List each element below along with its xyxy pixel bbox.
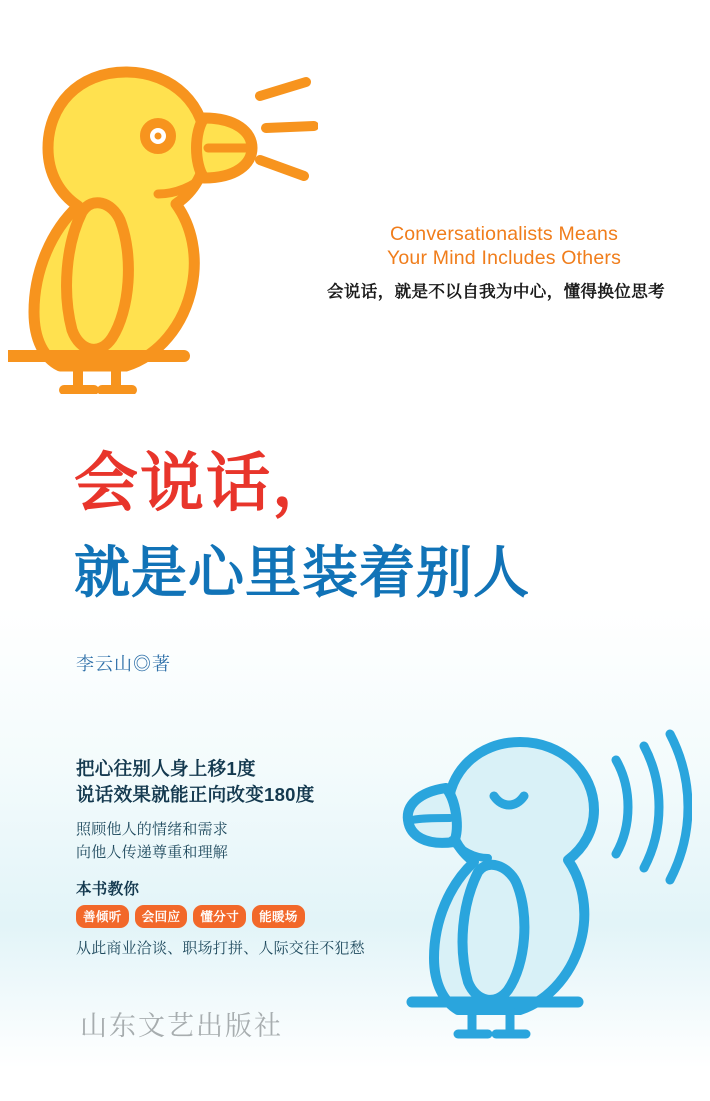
- blurb-tag: 懂分寸: [193, 905, 246, 928]
- page-title-line-2: 就是心里装着别人: [74, 541, 530, 604]
- blurb-block: [76, 756, 406, 958]
- parrot-blue-illustration: [392, 726, 692, 1056]
- blurb-lead: 本书教你: [76, 881, 140, 898]
- blurb-tag: 能暖场: [252, 905, 305, 928]
- page-title-line-1: 会说话，: [74, 447, 338, 519]
- author-name: 李云山◎著: [76, 654, 171, 674]
- parrot-yellow-illustration: [8, 44, 318, 394]
- blurb-tag: 善倾听: [76, 905, 129, 928]
- blurb-strong-line-1: 把心往别人身上移1度: [76, 758, 256, 779]
- blurb-plain-line-1: 照顾他人的情绪和需求: [76, 821, 229, 838]
- english-subtitle-line-2: Your Mind Includes Others: [386, 247, 622, 269]
- chinese-subtitle: 会说话，就是不以自我为中心，懂得换位思考: [327, 283, 665, 301]
- blurb-tag-row: [76, 905, 406, 928]
- blurb-strong-line-2: 说话效果就能正向改变180度: [76, 784, 315, 805]
- english-subtitle: [318, 222, 690, 270]
- english-subtitle-line-1: Conversationalists Means: [389, 223, 619, 245]
- blurb-tail: 从此商业洽谈、职场打拼、人际交往不犯愁: [76, 940, 365, 957]
- blurb-tag: 会回应: [135, 905, 188, 928]
- publisher-logo: [80, 1004, 330, 1048]
- blurb-plain-line-2: 向他人传递尊重和理解: [76, 844, 229, 861]
- publisher-name: 山东文艺出版社: [80, 1011, 283, 1041]
